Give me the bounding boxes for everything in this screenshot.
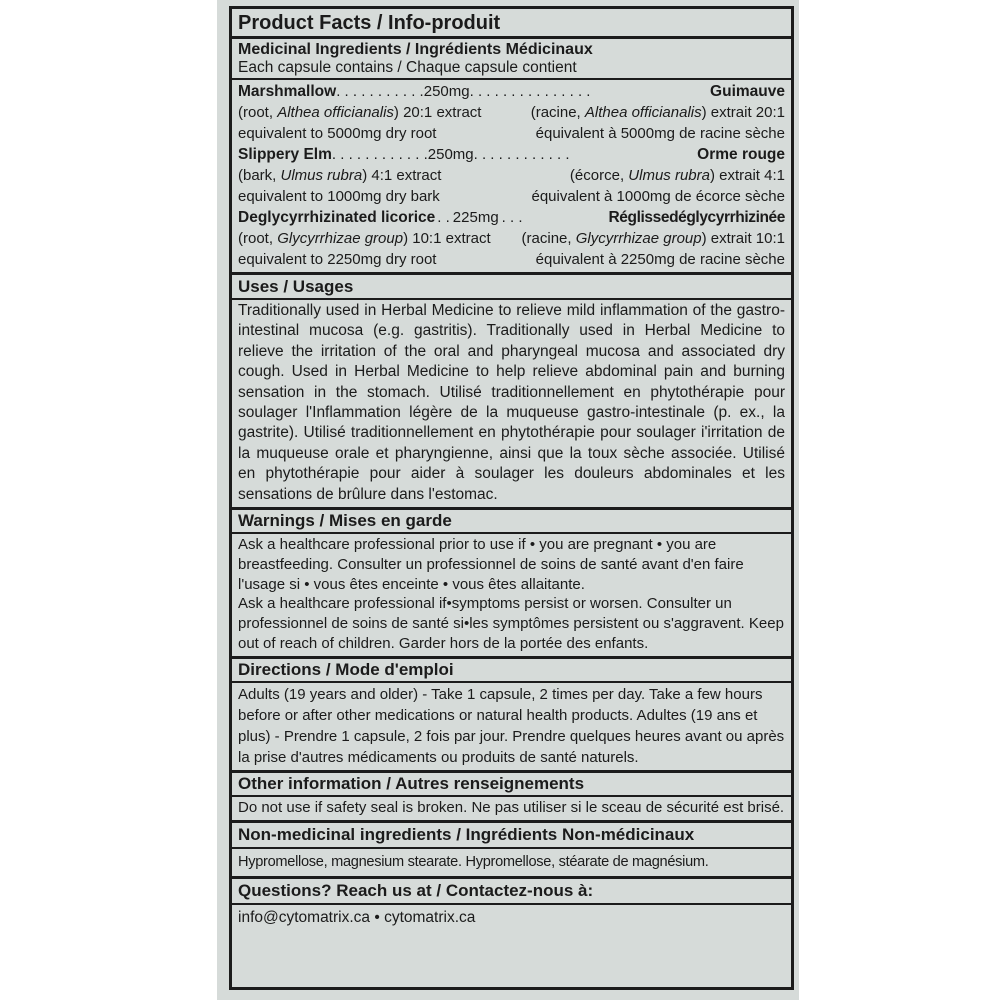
ingredient-amount: 250mg <box>427 146 474 163</box>
ingredient-marshmallow <box>238 81 785 144</box>
product-facts-panel <box>229 6 794 990</box>
contact-email[interactable]: info@cytomatrix.ca <box>238 908 371 926</box>
dot-leader: . . . . . . . . . . . . <box>473 146 570 163</box>
dot-leader: . . . . . . . . . . . . . . . <box>469 83 591 100</box>
ingredient-slippery-elm <box>238 144 785 207</box>
ingredient-licorice <box>238 207 785 270</box>
warnings-paragraph: Ask a healthcare professional if•symptoms persist or worsen. Consulter un professionnel de soins de santé si•les symptômes persistent ou s'aggravent. Keep out of reach of children. Garder hors de la portée des enfants. <box>238 595 784 653</box>
ingredient-equivalent-fr: équivalent à 1000mg de écorce sèche <box>531 188 785 205</box>
ingredient-name-en: Deglycyrrhizinated licorice <box>238 209 436 226</box>
ingredient-equivalent-fr: équivalent à 5000mg de racine sèche <box>535 125 785 142</box>
warnings-section <box>232 534 791 659</box>
warnings-paragraph: Ask a healthcare professional prior to use if • you are pregnant • you are breastfeeding. Consulter un professionnel de soins de santé avant d'en faire l'usage si • vous êtes enceinte • vous êtes allaitante. <box>238 536 744 593</box>
contact-website[interactable]: cytomatrix.ca <box>384 908 476 926</box>
contact-line <box>232 905 791 931</box>
contact-separator: • <box>370 908 385 926</box>
ingredient-amount: 225mg <box>452 209 499 226</box>
uses-heading: Uses / Usages <box>232 275 791 300</box>
ingredients-list <box>232 80 791 275</box>
ingredient-name-fr: Réglissedéglycyrrhizinée <box>608 209 785 226</box>
dot-leader: . . <box>437 209 450 226</box>
ingredient-equivalent-en: equivalent to 2250mg dry root <box>238 251 437 268</box>
other-info-heading: Other information / Autres renseignements <box>232 773 791 797</box>
questions-heading: Questions? Reach us at / Contactez-nous à: <box>232 879 791 905</box>
ingredient-source-fr: (racine, Glycyrrhizae group) extrait 10:1 <box>521 230 785 247</box>
dot-leader: . . . . . . . . . . . . <box>331 146 428 163</box>
non-medicinal-text: Hypromellose, magnesium stearate. Hypromellose, stéarate de magnésium. <box>232 849 791 879</box>
page-title: Product Facts / Info-produit <box>232 9 791 39</box>
uses-text: Traditionally used in Herbal Medicine to relieve mild inflammation of the gastro-intestinal mucosa (e.g. gastritis). Traditionally used in Herbal Medicine to relieve the irritation of the oral and pharyngeal mucosa and associated dry cough. Used in Herbal Medicine to help relieve abdominal pain and burning sensation in the stomach. Utilisé traditionnellement en phytothérapie pour soulager l'Inflammation légère de la muqueuse gastro-intestinale (p. ex., la gastrite). Utilisé traditionnellement en phytothérapie pour soulager i'irritation de la muqueuse orale et pharyngienne, ainsi que la toux sèche associée. Utilisé en phytothérapie pour aider à soulager les douleurs abdominales et les sensations de brûlure dans l'estomac. <box>232 300 791 510</box>
directions-text: Adults (19 years and older) - Take 1 capsule, 2 times per day. Take a few hours before or after other medications or natural health products. Adultes (19 ans et plus) - Prendre 1 capsule, 2 fois par jour. Prendre quelques heures avant ou après la prise d'autres médicaments ou produits de santé naturels. <box>232 683 791 773</box>
ingredient-name-fr: Guimauve <box>710 83 785 100</box>
directions-heading: Directions / Mode d'emploi <box>232 659 791 683</box>
ingredient-source-en: (root, Althea officianalis) 20:1 extract <box>238 104 482 121</box>
warnings-heading: Warnings / Mises en garde <box>232 510 791 534</box>
medicinal-header <box>232 39 791 80</box>
ingredient-source-fr: (écorce, Ulmus rubra) extrait 4:1 <box>569 167 785 184</box>
ingredient-name-en: Marshmallow <box>238 83 337 100</box>
ingredient-name-fr: Orme rouge <box>697 146 785 163</box>
ingredient-source-fr: (racine, Althea officianalis) extrait 20:1 <box>530 104 785 121</box>
ingredient-amount: 250mg <box>423 83 470 100</box>
ingredient-source-en: (bark, Ulmus rubra) 4:1 extract <box>238 167 442 184</box>
ingredient-equivalent-fr: équivalent à 2250mg de racine sèche <box>535 251 785 268</box>
ingredient-name-en: Slippery Elm <box>238 146 332 163</box>
non-medicinal-heading: Non-medicinal ingredients / Ingrédients Non-médicinaux <box>232 823 791 849</box>
ingredient-equivalent-en: equivalent to 1000mg dry bark <box>238 188 440 205</box>
ingredient-source-en: (root, Glycyrrhizae group) 10:1 extract <box>238 230 491 247</box>
dot-leader: . . . <box>501 209 523 226</box>
medicinal-subheading: Each capsule contains / Chaque capsule contient <box>238 59 577 76</box>
dot-leader: . . . . . . . . . . . <box>336 83 424 100</box>
medicinal-heading: Medicinal Ingredients / Ingrédients Médicinaux <box>238 41 593 58</box>
other-info-text: Do not use if safety seal is broken. Ne pas utiliser si le sceau de sécurité est brisé. <box>232 797 791 823</box>
ingredient-equivalent-en: equivalent to 5000mg dry root <box>238 125 437 142</box>
